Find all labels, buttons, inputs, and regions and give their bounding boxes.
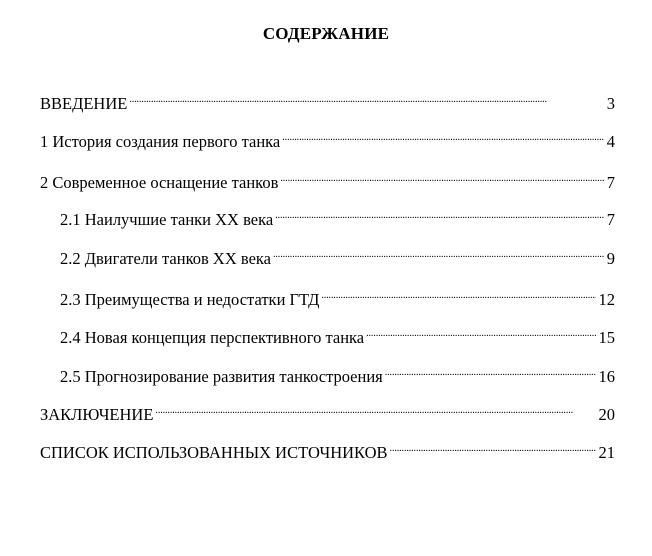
toc-entry-page-number: 9 xyxy=(606,249,615,268)
toc-entry-label: 1 История создания первого танка xyxy=(40,132,281,151)
toc-entry-chapter-1[interactable] xyxy=(40,127,615,151)
toc-dot-leader xyxy=(321,285,595,305)
toc-entry-page-number: 12 xyxy=(598,290,615,309)
toc-entry-label: 2.5 Прогнозирование развития танкостроения xyxy=(60,367,383,386)
toc-title: СОДЕРЖАНИЕ xyxy=(262,24,390,43)
toc-entry-chapter-2[interactable] xyxy=(40,168,615,192)
toc-entry-section-2-5[interactable] xyxy=(60,362,615,386)
toc-entry-label: ЗАКЛЮЧЕНИЕ xyxy=(40,405,154,424)
toc-entry-references[interactable] xyxy=(40,438,615,462)
toc-entry-section-2-2[interactable] xyxy=(60,244,615,268)
toc-entry-page-number: 15 xyxy=(598,328,615,347)
toc-dot-leader xyxy=(275,205,604,225)
toc-entry-label: 2.1 Наилучшие танки XX века xyxy=(60,210,274,229)
toc-entry-page-number: 20 xyxy=(598,405,615,424)
toc-entry-page-number: 16 xyxy=(598,367,615,386)
toc-dot-leader xyxy=(155,400,595,420)
toc-dot-leader xyxy=(129,89,603,109)
toc-entry-label: 2 Современное оснащение танков xyxy=(40,173,279,192)
toc-entry-conclusion[interactable] xyxy=(40,400,615,424)
toc-entry-page-number: 7 xyxy=(606,173,615,192)
toc-entry-page-number: 21 xyxy=(598,443,615,462)
toc-entry-page-number: 4 xyxy=(606,132,615,151)
toc-dot-leader xyxy=(273,244,604,264)
toc-entry-introduction[interactable] xyxy=(40,89,615,113)
toc-entry-label: 2.2 Двигатели танков XX века xyxy=(60,249,271,268)
toc-dot-leader xyxy=(385,362,596,382)
toc-entry-label: ВВЕДЕНИЕ xyxy=(40,94,128,113)
toc-entry-label: СПИСОК ИСПОЛЬЗОВАННЫХ ИСТОЧНИКОВ xyxy=(40,443,388,462)
toc-entry-label: 2.3 Преимущества и недостатки ГТД xyxy=(60,290,320,309)
toc-entry-label: 2.4 Новая концепция перспективного танка xyxy=(60,328,365,347)
toc-entry-section-2-4[interactable] xyxy=(60,323,615,347)
toc-entry-section-2-3[interactable] xyxy=(60,285,615,309)
toc-dot-leader xyxy=(282,127,603,147)
toc-dot-leader xyxy=(390,438,596,458)
toc-entry-section-2-1[interactable] xyxy=(60,205,615,229)
toc-dot-leader xyxy=(280,168,603,188)
toc-entry-page-number: 7 xyxy=(606,210,615,229)
toc-dot-leader xyxy=(366,323,595,343)
toc-entry-page-number: 3 xyxy=(606,94,615,113)
